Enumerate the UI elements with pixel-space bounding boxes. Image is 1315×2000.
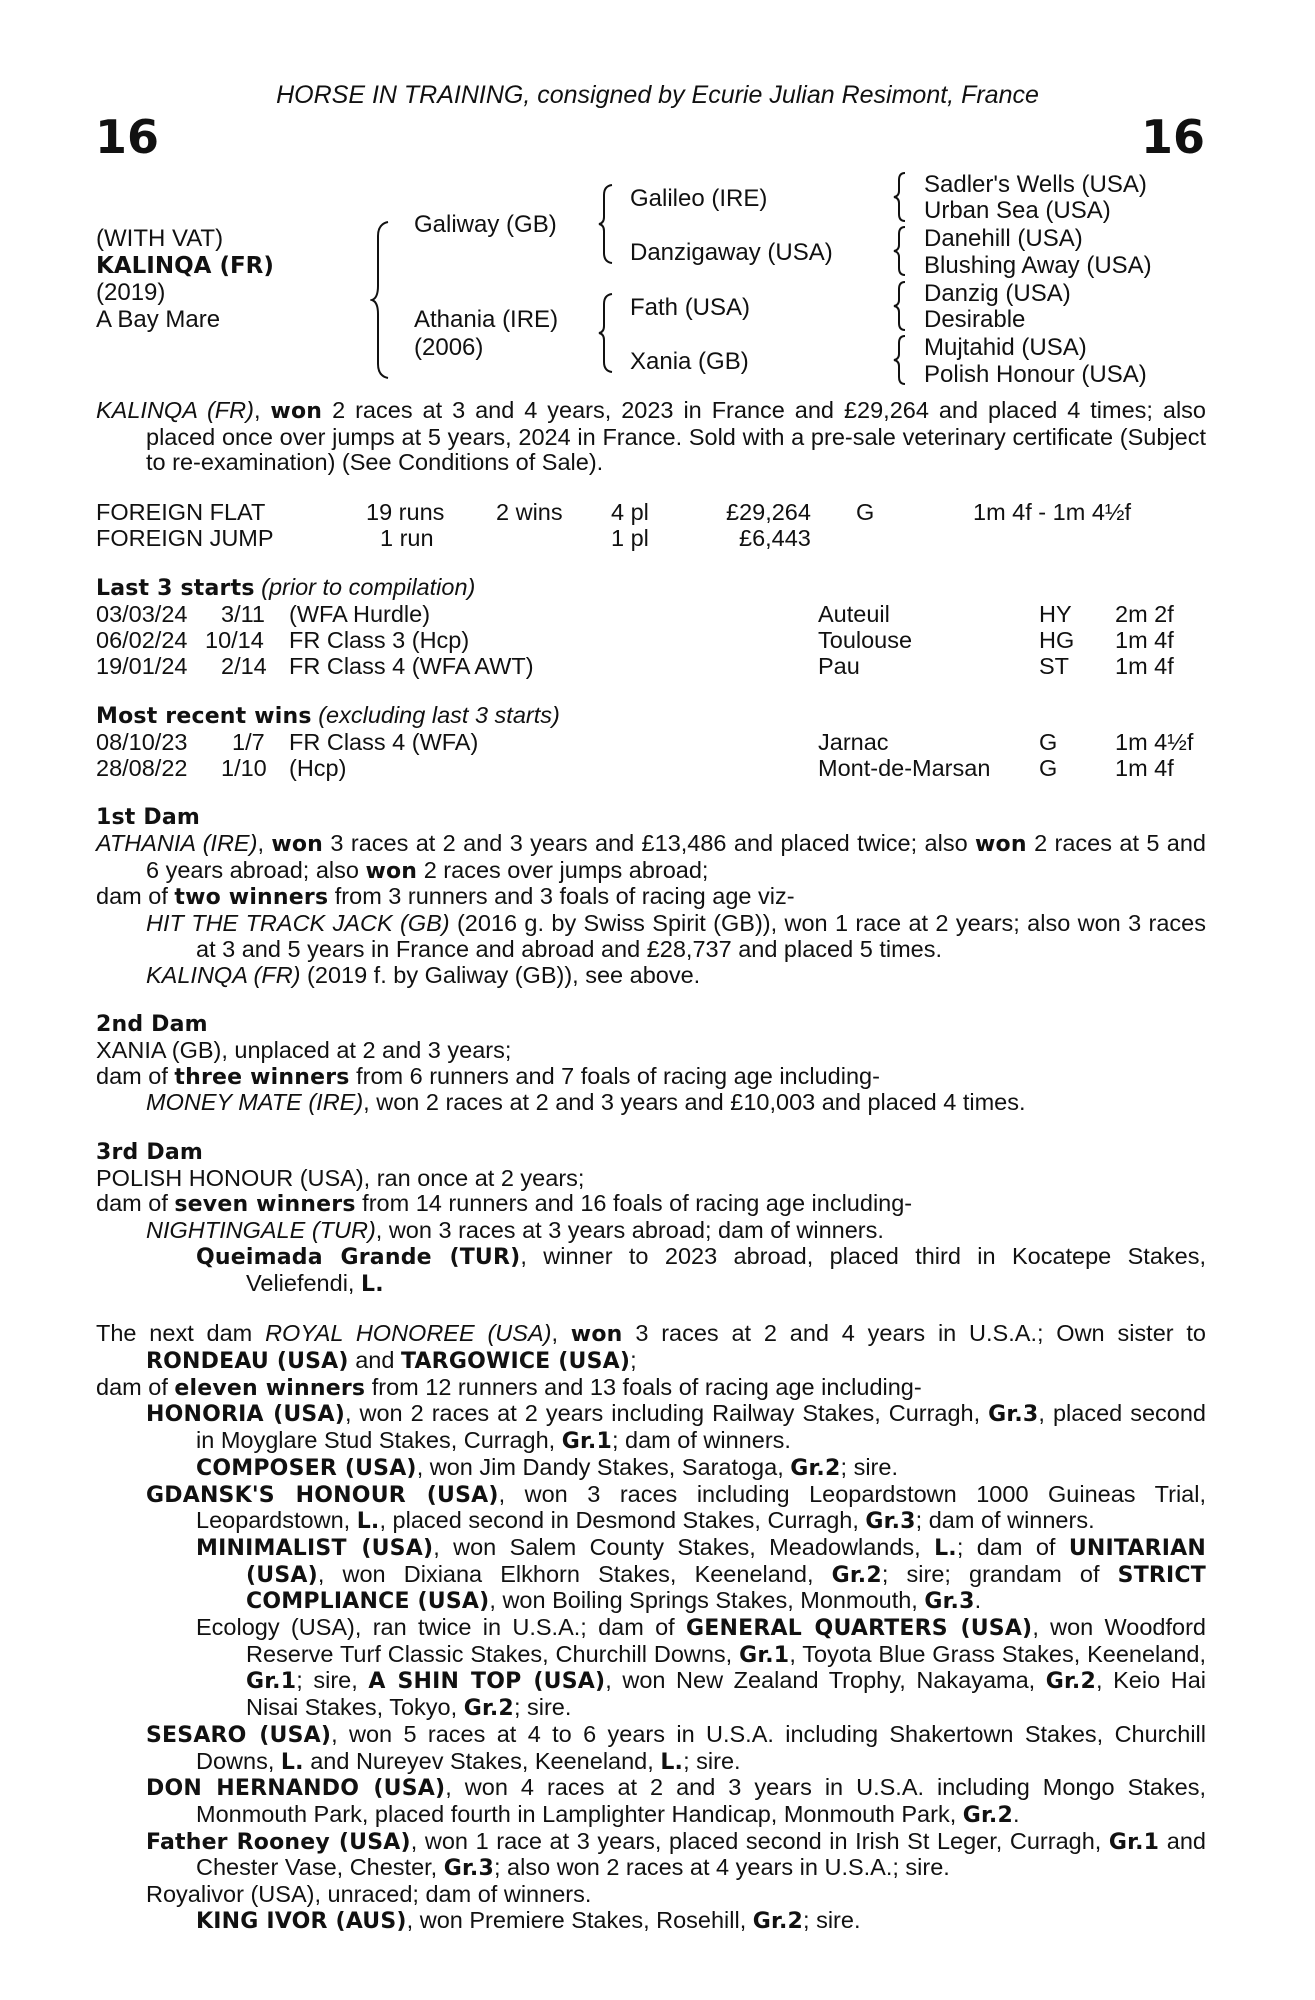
gen3-ancestor: Mujtahid (USA) [924, 334, 1087, 361]
dam2-heading: 2nd Dam [96, 1012, 208, 1038]
nextdam-offspring: SESARO (USA), won 5 races at 4 to 6 years in U.S.A. including Shakertown Stakes, Churchill Downs, L. and Nureyev Stakes, Keeneland, L.; sire. [146, 1720, 1206, 1775]
pedigree-brace-dam [598, 292, 614, 374]
sire-dam: Danzigaway (USA) [630, 239, 833, 266]
dam3-record: POLISH HONOUR (USA), ran once at 2 years; [96, 1164, 585, 1191]
lot-number-left: 16 [95, 110, 160, 164]
dam3-grand-offspring: Queimada Grande (TUR), winner to 2023 abroad, placed third in Kocatepe Stakes, Veliefendi, L. [196, 1242, 1206, 1297]
recent-wins-table [96, 730, 1206, 781]
start-row: 03/03/24 3/11 (WFA Hurdle) Auteuil HY 2m 2f [96, 601, 1174, 628]
sire-sire: Galileo (IRE) [630, 185, 768, 212]
record-row: FOREIGN FLAT 19 runs 2 wins 4 pl £29,264 G 1m 4f - 1m 4½f [96, 499, 1132, 526]
pedigree-brace-main [370, 220, 392, 380]
dam-sire: Fath (USA) [630, 294, 751, 321]
dam1-offspring: HIT THE TRACK JACK (GB) (2016 g. by Swiss Spirit (GB)), won 1 race at 2 years; also won 3 races at 3 and 5 years in France and abroad and £28,737 and placed 5 times. [146, 910, 1206, 962]
gen3-ancestor: Blushing Away (USA) [924, 252, 1152, 279]
summary-paragraph: KALINQA (FR), won 2 races at 3 and 4 years, 2023 in France and £29,264 and placed 4 times; also placed once over jumps at 5 years, 2024 in France. Sold with a pre-sale veterinary certificate (Subject to re-examination) (See Conditions of Sale). [96, 397, 1206, 476]
dam3-produce-summary: dam of seven winners from 14 runners and 16 foals of racing age including- [96, 1190, 913, 1218]
horse-description: A Bay Mare [96, 306, 221, 333]
start-row: 19/01/24 2/14 FR Class 4 (WFA AWT) Pau ST 1m 4f [96, 652, 1174, 679]
win-row: 28/08/22 1/10 (Hcp) Mont-de-Marsan G 1m 4f [96, 754, 1174, 781]
nextdam-record: The next dam ROYAL HONOREE (USA), won 3 races at 2 and 4 years in U.S.A.; Own sister to RONDEAU (USA) and TARGOWICE (USA); [96, 1320, 1207, 1374]
dam1-offspring: KALINQA (FR) (2019 f. by Galiway (GB)), see above. [146, 961, 701, 988]
dam2-produce-summary: dam of three winners from 6 runners and 7 foals of racing age including- [96, 1062, 880, 1090]
dam3-heading: 3rd Dam [96, 1140, 203, 1166]
race-record-table [96, 500, 1206, 551]
nextdam-offspring: Father Rooney (USA), won 1 race at 3 years, placed second in Irish St Leger, Curragh, Gr.1 and Chester Vase, Chester, Gr.3; also won 2 races at 4 years in U.S.A.; sire. [146, 1827, 1206, 1882]
dam3-offspring: NIGHTINGALE (TUR), won 3 races at 3 years abroad; dam of winners. [146, 1217, 884, 1244]
horse-vat: (WITH VAT) [96, 225, 224, 252]
page-title: HORSE IN TRAINING, consigned by Ecurie Julian Resimont, France [276, 81, 1039, 109]
horse-year: (2019) [96, 279, 166, 306]
dam1-produce-summary: dam of two winners from 3 runners and 3 foals of racing age viz- [96, 883, 795, 911]
record-row: FOREIGN JUMP 1 run 1 pl £6,443 [96, 524, 811, 551]
dam1-heading: 1st Dam [96, 805, 201, 831]
pedigree-brace-g3-4 [893, 334, 907, 386]
recent-wins-heading: Most recent wins (excluding last 3 starts) [96, 702, 560, 730]
win-row: 08/10/23 1/7 FR Class 4 (WFA) Jarnac G 1m 4½f [96, 728, 1194, 755]
nextdam-produce-summary: dam of eleven winners from 12 runners and 13 foals of racing age including- [96, 1373, 922, 1401]
nextdam-grand-offspring: Ecology (USA), ran twice in U.S.A.; dam of GENERAL QUARTERS (USA), won Woodford Reserve Turf Classic Stakes, Churchill Downs, Gr.1, Toyota Blue Grass Stakes, Keeneland, Gr.1; sire, A SHIN TOP (USA), won New Zealand Trophy, Nakayama, Gr.2, Keio Hai Nisai Stakes, Tokyo, Gr.2; sire. [196, 1614, 1206, 1722]
last3-heading: Last 3 starts (prior to compilation) [96, 574, 476, 602]
nextdam-grand-offspring: MINIMALIST (USA), won Salem County Stakes, Meadowlands, L.; dam of UNITARIAN (USA), won Dixiana Elkhorn Stakes, Keeneland, Gr.2; sire; grandam of STRICT COMPLIANCE (USA), won Boiling Springs Stakes, Monmouth, Gr.3. [196, 1533, 1206, 1615]
gen3-ancestor: Sadler's Wells (USA) [924, 171, 1147, 198]
nextdam-offspring: HONORIA (USA), won 2 races at 2 years including Railway Stakes, Curragh, Gr.3, placed second in Moyglare Stud Stakes, Curragh, Gr.1; dam of winners. [146, 1400, 1206, 1455]
pedigree-brace-g3-1 [893, 171, 907, 223]
start-row: 06/02/24 10/14 FR Class 3 (Hcp) Toulouse HG 1m 4f [96, 626, 1174, 653]
dam-name: Athania (IRE) [414, 306, 559, 333]
dam-dam: Xania (GB) [630, 348, 749, 375]
lot-number-right: 16 [1140, 110, 1205, 164]
horse-name: KALINQA (FR) [96, 253, 274, 279]
nextdam-grand-offspring: COMPOSER (USA), won Jim Dandy Stakes, Saratoga, Gr.2; sire. [196, 1453, 898, 1481]
gen3-ancestor: Danzig (USA) [924, 280, 1071, 307]
last3-table [96, 602, 1206, 679]
gen3-ancestor: Danehill (USA) [924, 225, 1083, 252]
gen3-ancestor: Polish Honour (USA) [924, 361, 1147, 388]
pedigree-brace-g3-2 [893, 225, 907, 277]
nextdam-offspring: DON HERNANDO (USA), won 4 races at 2 and 3 years in U.S.A. including Mongo Stakes, Monmouth Park, placed fourth in Lamplighter Handicap, Monmouth Park, Gr.2. [146, 1774, 1206, 1828]
dam-year: (2006) [414, 334, 484, 361]
nextdam-offspring: GDANSK'S HONOUR (USA), won 3 races including Leopardstown 1000 Guineas Trial, Leopardstown, L., placed second in Desmond Stakes, Curragh, Gr.3; dam of winners. [146, 1480, 1206, 1535]
gen3-ancestor: Urban Sea (USA) [924, 197, 1111, 224]
sire-name: Galiway (GB) [414, 211, 557, 238]
pedigree-brace-g3-3 [893, 280, 907, 332]
dam2-record: XANIA (GB), unplaced at 2 and 3 years; [96, 1036, 512, 1063]
nextdam-grand-offspring: KING IVOR (AUS), won Premiere Stakes, Rosehill, Gr.2; sire. [196, 1906, 861, 1934]
dam1-record: ATHANIA (IRE), won 3 races at 2 and 3 years and £13,486 and placed twice; also won 2 races at 5 and 6 years abroad; also won 2 races over jumps abroad; [96, 830, 1206, 884]
pedigree-brace-sire [598, 183, 614, 265]
dam2-offspring: MONEY MATE (IRE), won 2 races at 2 and 3 years and £10,003 and placed 4 times. [146, 1089, 1026, 1116]
gen3-ancestor: Desirable [924, 306, 1026, 333]
catalogue-body [96, 398, 1206, 1934]
nextdam-offspring: Royalivor (USA), unraced; dam of winners. [146, 1881, 592, 1908]
